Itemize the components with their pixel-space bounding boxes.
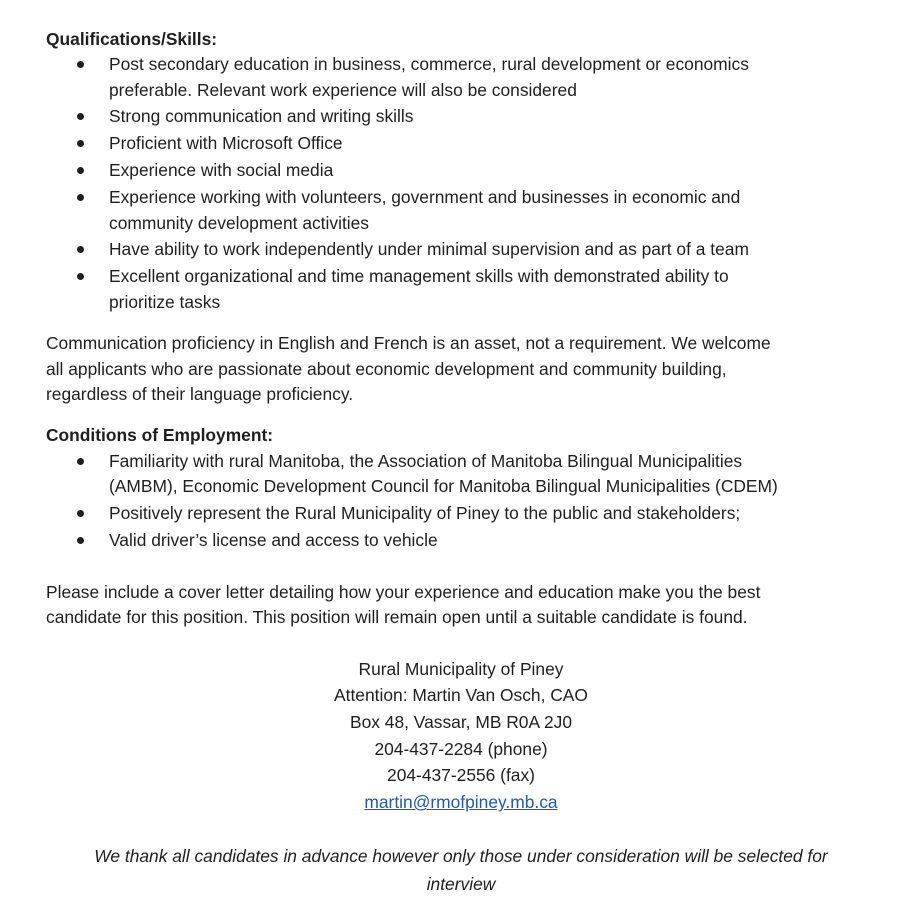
contact-block bbox=[46, 656, 876, 816]
organization-name: Rural Municipality of Piney bbox=[358, 658, 564, 679]
bullet-icon bbox=[77, 273, 84, 280]
bullet-icon bbox=[77, 167, 84, 174]
conditions-list bbox=[46, 449, 876, 554]
language-line-1: Communication proficiency in English and French is an asset, not a requirement. We welcome bbox=[46, 333, 771, 354]
list-item bbox=[46, 264, 876, 315]
conditions-heading: Conditions of Employment: bbox=[46, 424, 274, 445]
mailing-address: Box 48, Vassar, MB R0A 2J0 bbox=[349, 712, 572, 733]
cover-line-2: candidate for this position. This position will remain open until a suitable candidate is found. bbox=[46, 607, 748, 628]
bullet-icon bbox=[77, 61, 84, 68]
list-item bbox=[46, 237, 876, 263]
qualifications-list bbox=[46, 52, 876, 315]
list-item-text: Experience working with volunteers, government and businesses in economic and bbox=[109, 187, 741, 208]
list-item-text: Proficient with Microsoft Office bbox=[109, 133, 343, 154]
fax-number: 204-437-2556 (fax) bbox=[387, 765, 535, 786]
email-link[interactable]: martin@rmofpiney.mb.ca bbox=[364, 792, 558, 813]
list-item-text-cont: community development activities bbox=[109, 212, 370, 233]
list-item-text: Post secondary education in business, commerce, rural development or economics bbox=[109, 54, 749, 74]
list-item-text: Experience with social media bbox=[109, 160, 334, 181]
bullet-icon bbox=[77, 113, 84, 120]
cover-line-1: Please include a cover letter detailing how your experience and education make you the best bbox=[46, 581, 761, 602]
bullet-icon bbox=[77, 458, 84, 465]
bullet-icon bbox=[77, 246, 84, 253]
phone-number: 204-437-2284 (phone) bbox=[374, 738, 548, 759]
language-line-3: regardless of their language proficiency. bbox=[46, 384, 354, 405]
list-item bbox=[46, 449, 876, 500]
list-item-text: Excellent organizational and time management skills with demonstrated ability to bbox=[109, 266, 729, 287]
attention-line: Attention: Martin Van Osch, CAO bbox=[334, 685, 588, 706]
job-posting-page bbox=[46, 27, 876, 898]
list-item bbox=[46, 501, 876, 527]
closing-note bbox=[46, 842, 876, 898]
qualifications-heading: Qualifications/Skills: bbox=[46, 29, 218, 49]
list-item-text: Strong communication and writing skills bbox=[109, 106, 414, 127]
list-item-text: Familiarity with rural Manitoba, the Association of Manitoba Bilingual Municipalities bbox=[109, 450, 743, 471]
list-item bbox=[46, 185, 876, 236]
list-item-text: Positively represent the Rural Municipality of Piney to the public and stakeholders; bbox=[109, 503, 741, 524]
list-item-text-cont: prioritize tasks bbox=[109, 291, 221, 312]
list-item bbox=[46, 52, 876, 103]
bullet-icon bbox=[77, 510, 84, 517]
bullet-icon bbox=[77, 537, 84, 544]
list-item-text: Valid driver’s license and access to vehicle bbox=[109, 530, 438, 551]
list-item bbox=[46, 104, 876, 130]
closing-line-2: interview bbox=[426, 873, 496, 894]
list-item bbox=[46, 131, 876, 157]
list-item-text: Have ability to work independently under minimal supervision and as part of a team bbox=[109, 239, 749, 260]
list-item-text-cont: preferable. Relevant work experience will also be considered bbox=[109, 79, 577, 100]
closing-line-1: We thank all candidates in advance however only those under consideration will be selected for bbox=[94, 845, 828, 866]
list-item-text-cont: (AMBM), Economic Development Council for Manitoba Bilingual Municipalities (CDEM) bbox=[109, 476, 778, 497]
list-item bbox=[46, 158, 876, 184]
list-item bbox=[46, 528, 876, 554]
bullet-icon bbox=[77, 140, 84, 147]
bullet-icon bbox=[77, 194, 84, 201]
language-line-2: all applicants who are passionate about economic development and community building, bbox=[46, 358, 727, 379]
cover-letter-paragraph bbox=[46, 580, 876, 631]
language-paragraph bbox=[46, 331, 876, 408]
